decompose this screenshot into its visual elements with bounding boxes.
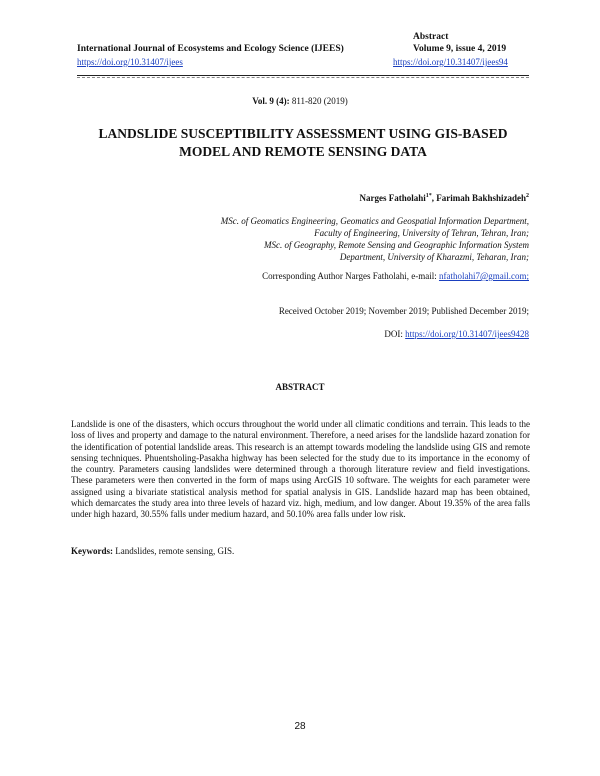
citation (0, 96, 600, 106)
keywords-label: Keywords: (71, 546, 113, 556)
keywords-text: Landslides, remote sensing, GIS. (113, 546, 235, 556)
author-affiliation-mark: 2 (526, 193, 529, 199)
affiliation-line: Department, University of Kharazmi, Teharan, Iran; (339, 252, 529, 262)
journal-name: International Journal of Ecosystems and Ecology Science (IJEES) (77, 44, 344, 54)
affiliation-line: MSc. of Geomatics Engineering, Geomatics and Geospatial Information Department, (220, 216, 529, 226)
affiliations (221, 215, 529, 263)
doi-label: DOI: (384, 329, 406, 339)
header-rule-secondary (77, 77, 529, 78)
paper-title (77, 125, 529, 161)
doi-line (384, 329, 529, 339)
abstract-label: Abstract (413, 32, 449, 42)
keywords (71, 546, 234, 556)
title-line: LANDSLIDE SUSCEPTIBILITY ASSESSMENT USING GIS-BASED (98, 126, 508, 141)
article-link[interactable]: https://doi.org/10.31407/ijees94 (393, 57, 508, 67)
abstract-body: Landslide is one of the disasters, which occurs throughout the world under all climatic conditions and terrain. This leads to the loss of lives and property and damage to the natural environment. Therefore, a need arises for the landslide hazard zonation for the identification of potential landslide areas. This research is an attempt towards modeling the landslide using GIS and remote sensing techniques. Phuentsholing-Pasakha highway has been selected for the study due to its importance in the economy of the country. Parameters causing landslides were determined through a thorough literature review and field investigations. These parameters were then converted in the form of maps using ArcGIS 10 software. The weights for each parameter were assigned using a bivariate statistical analysis method for spatial analysis in GIS. Landslide hazard map has been obtained, which demarcates the study area into three levels of hazard viz. high, medium, and low danger. About 19.35% of the area falls under high hazard, 30.55% falls under medium hazard, and 50.10% area falls under low risk. (71, 419, 530, 520)
title-line: MODEL AND REMOTE SENSING DATA (179, 144, 427, 159)
author-name: Farimah Bakhshizadeh (436, 193, 526, 203)
volume-issue: Volume 9, issue 4, 2019 (413, 44, 507, 54)
corresponding-email-link[interactable]: nfatholahi7@gmail.com; (438, 271, 529, 281)
author-list (359, 193, 529, 203)
corresponding-author (262, 271, 529, 281)
page-number: 28 (294, 721, 306, 732)
abstract-heading: ABSTRACT (275, 382, 325, 392)
header-rule (77, 75, 529, 76)
author-name: Narges Fatholahi (359, 193, 426, 203)
doi-link[interactable]: https://doi.org/10.31407/ijees9428 (405, 329, 529, 339)
received-dates: Received October 2019; November 2019; Published December 2019; (278, 306, 529, 316)
author-affiliation-mark: 1* (425, 193, 432, 199)
corresponding-text: Corresponding Author Narges Fatholahi, e-mail: (262, 271, 439, 281)
affiliation-line: MSc. of Geography, Remote Sensing and Geographic Information System (264, 240, 529, 250)
affiliation-line: Faculty of Engineering, University of Tehran, Tehran, Iran; (314, 228, 529, 238)
journal-link[interactable]: https://doi.org/10.31407/ijees (77, 57, 183, 67)
citation-pages: 811-820 (2019) (289, 96, 348, 106)
author-separator: , (431, 193, 437, 203)
citation-volume: Vol. 9 (4): (252, 96, 290, 106)
